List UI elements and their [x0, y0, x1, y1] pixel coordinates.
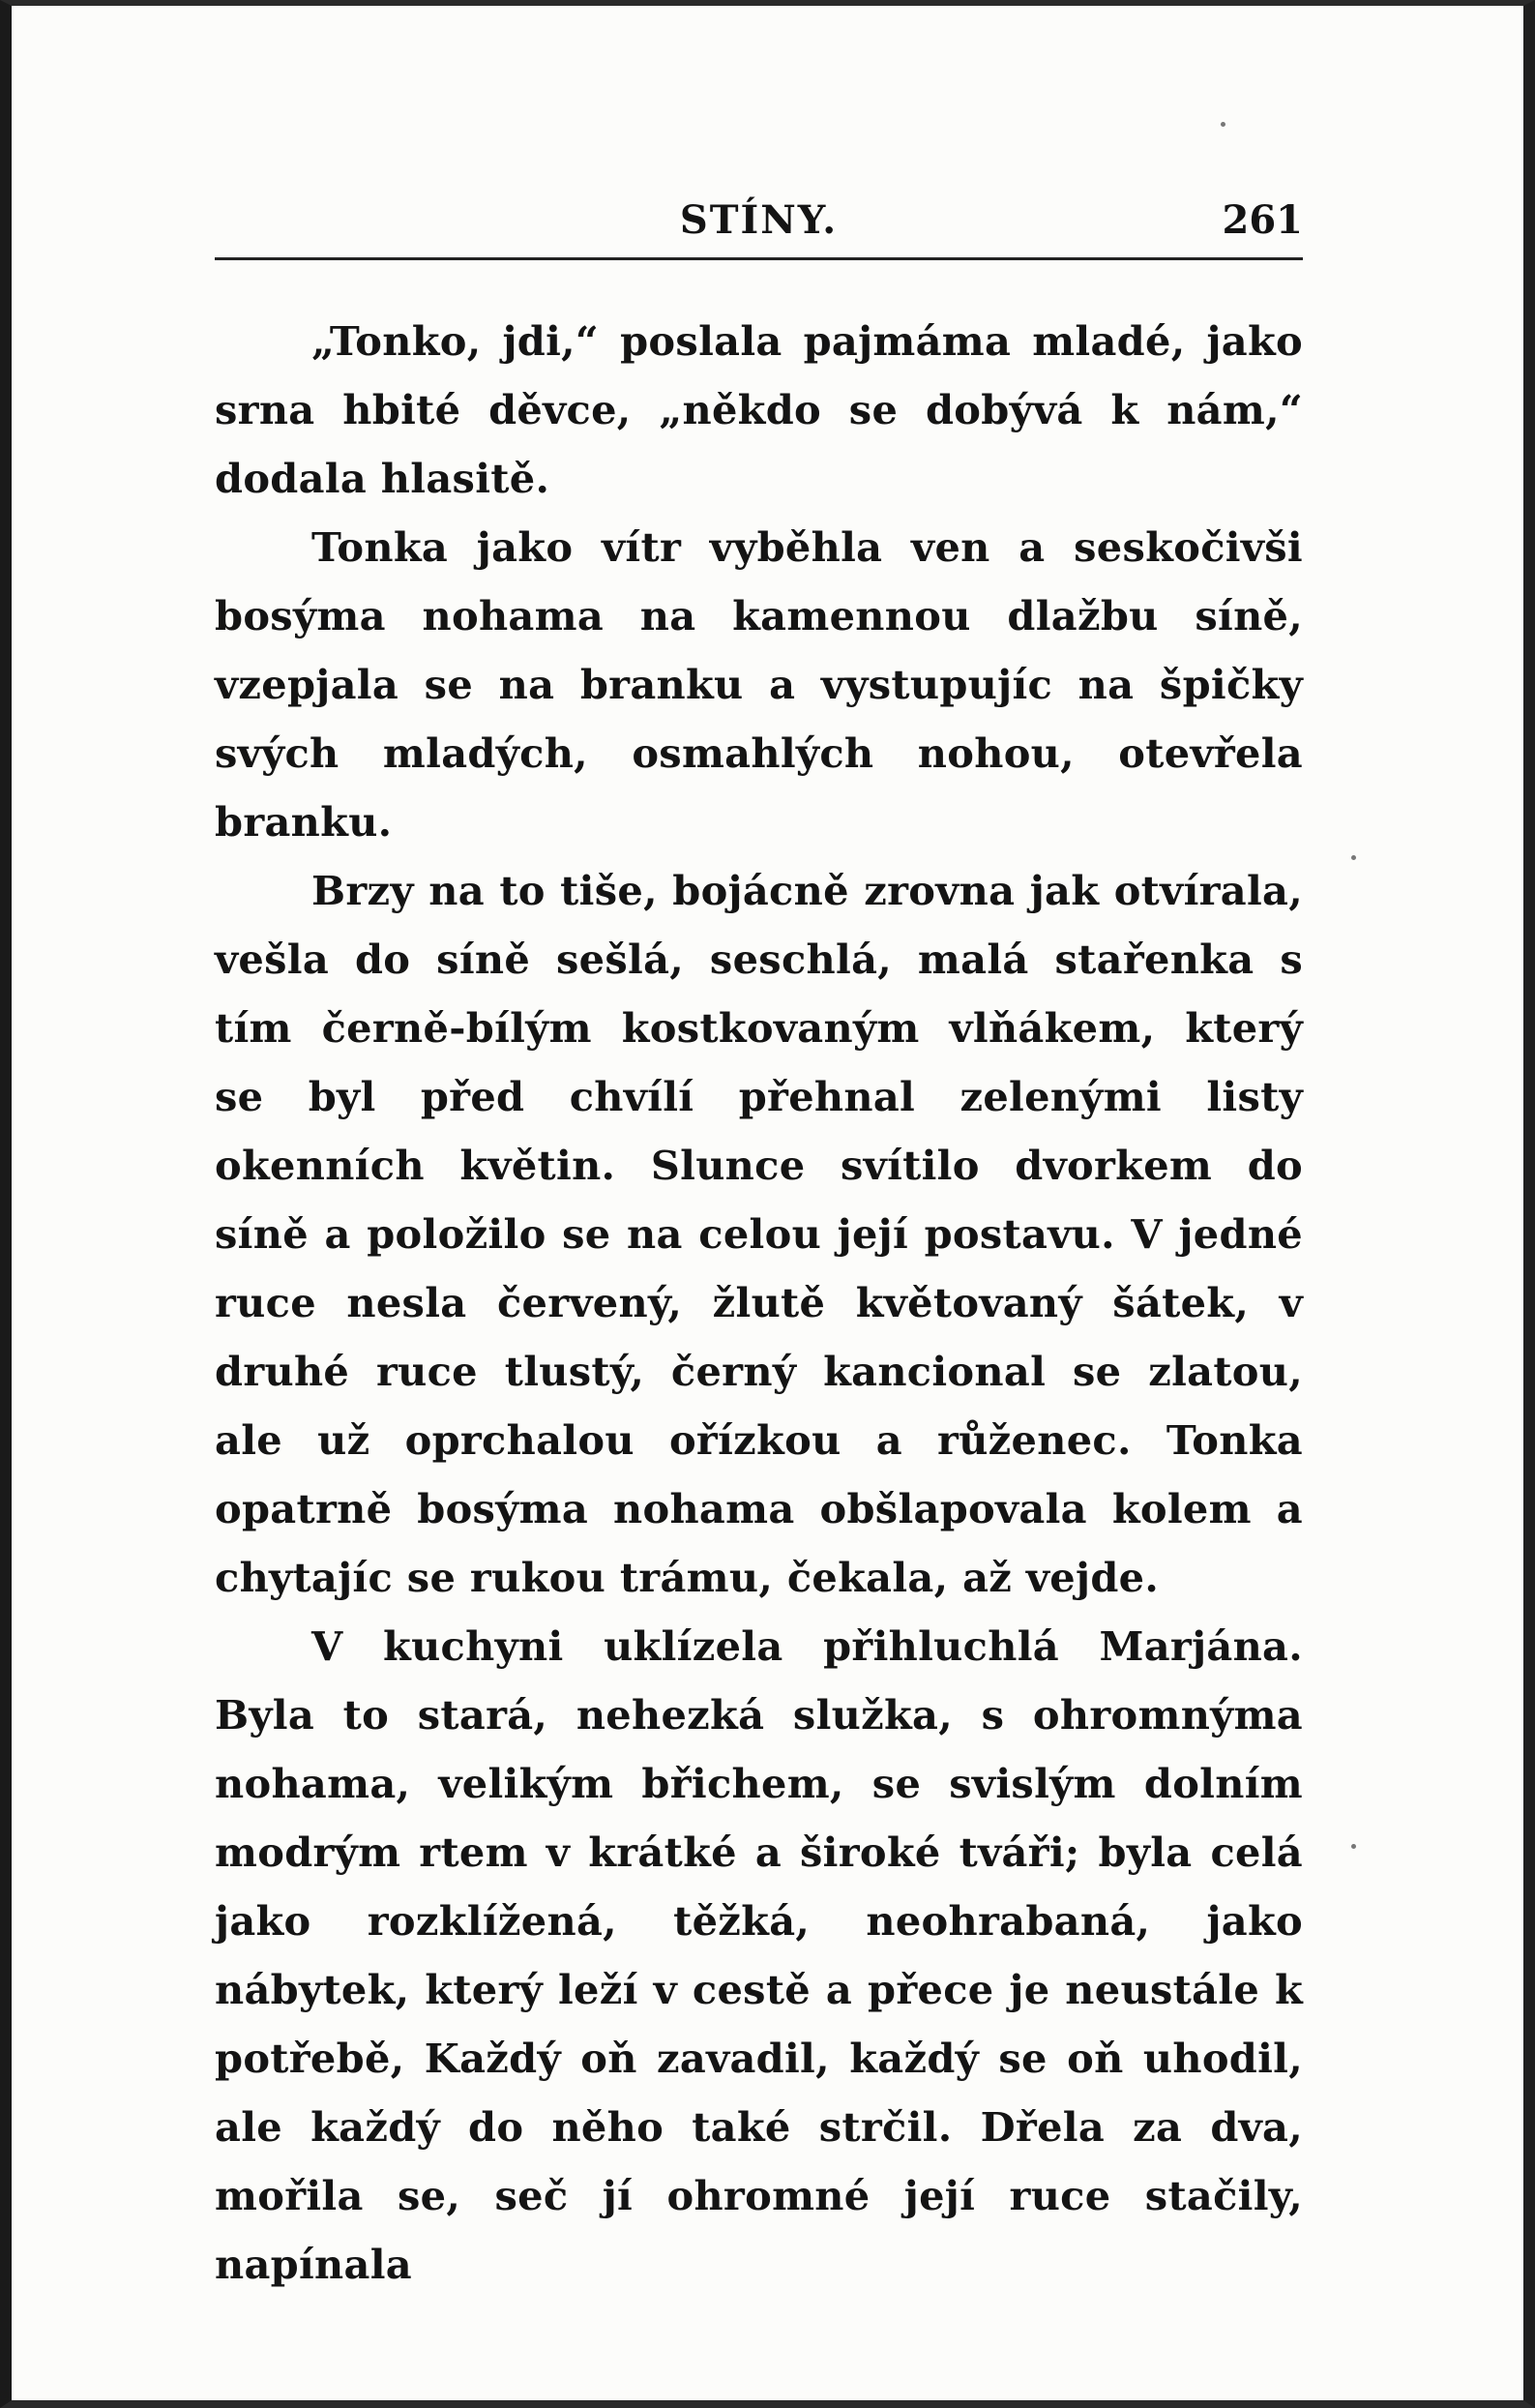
- paragraph: „Tonko, jdi,“ poslala pajmáma mladé, jako srna hbité děvce, „někdo se dobývá k nám,“ dodala hlasitě.: [215, 317, 1303, 502]
- header-rule: [215, 257, 1303, 260]
- paragraph: V kuchyni uklízela přihluchlá Marjána. Byla to stará, nehezká služka, s ohromnýma nohama, velikým břichem, se svislým dolním modrým rtem v krátké a široké tváři; byla celá jako rozklížená, těžká, neohrabaná, jako nábytek, který leží v cestě a přece je neustále k potřebě, Každý oň zavadil, každý se oň uhodil, ale každý do něho také strčil. Dřela za dva, mořila se, seč jí ohromné její ruce stačily, napínala: [215, 1622, 1303, 2288]
- ink-speck: [1221, 122, 1225, 127]
- ink-speck: [1351, 855, 1356, 860]
- chapter-title: STÍNY.: [679, 197, 839, 243]
- book-page: [215, 180, 1303, 2299]
- paragraph: Brzy na to tiše, bojácně zrovna jak otvírala, vešla do síně sešlá, seschlá, malá stařenka s tím černě-bílým kostkovaným vlňákem, který se byl před chvílí přehnal zelenými listy okenních květin. Slunce svítilo dvorkem do síně a položilo se na celou její postavu. V jedné ruce nesla červený, žlutě květovaný šátek, v druhé ruce tlustý, černý kancional se zlatou, ale už oprchalou ořízkou a růženec. Tonka opatrně bosýma nohama obšlapovala kolem a chytajíc se rukou trámu, čekala, až vejde.: [215, 867, 1303, 1601]
- running-header: [215, 180, 1303, 248]
- ink-speck: [1351, 1844, 1356, 1849]
- paragraph: Tonka jako vítr vyběhla ven a seskočivši bosýma nohama na kamennou dlažbu síně, vzepjala se na branku a vystupujíc na špičky svých mladých, osmahlých nohou, otevřela branku.: [215, 523, 1303, 846]
- body-text: [215, 307, 1303, 2299]
- page-number: 261: [1222, 197, 1303, 243]
